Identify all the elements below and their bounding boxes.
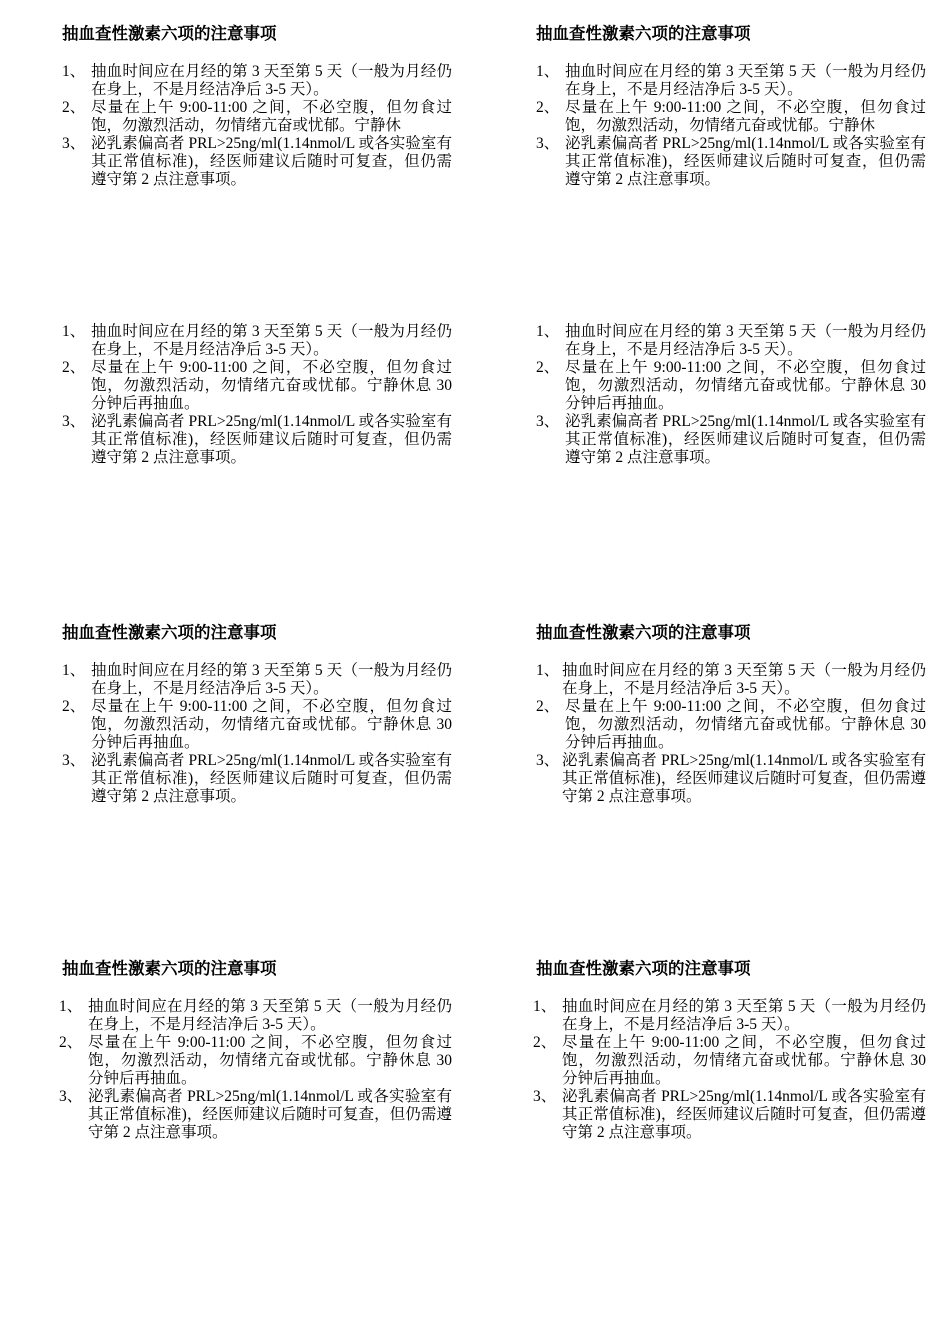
item-number: 3、 [59,1088,83,1105]
notice-list [536,63,926,189]
notice-list [62,63,452,189]
card-title: 抽血查性激素六项的注意事项 [536,623,751,642]
list-item [62,99,452,135]
list-item [59,1088,452,1142]
card-title: 抽血查性激素六项的注意事项 [536,24,751,43]
list-item [536,63,926,99]
item-number: 3、 [533,1088,557,1105]
item-text: 抽血时间应在月经的第 3 天至第 5 天（一般为月经仍在身上，不是月经洁净后 3-5 天）。 [91,63,452,98]
card-title: 抽血查性激素六项的注意事项 [536,959,751,978]
list-item [536,413,926,467]
item-number: 1、 [536,323,560,340]
notice-list [536,662,926,806]
notice-card-3 [62,323,452,482]
item-text: 抽血时间应在月经的第 3 天至第 5 天（一般为月经仍在身上，不是月经洁净后 3-5 天）。 [565,63,926,98]
item-text: 尽量在上午 9:00-11:00 之间，不必空腹，但勿食过饱，勿激烈活动，勿情绪亢奋或忧郁。宁静休 [565,99,926,134]
item-number: 3、 [62,135,86,152]
item-number: 1、 [59,998,83,1015]
item-number: 1、 [62,662,86,679]
item-number: 3、 [536,752,560,769]
item-number: 1、 [533,998,557,1015]
list-item [62,698,452,752]
list-item [62,662,452,698]
notice-list [536,323,926,467]
list-item [59,998,452,1034]
item-text: 尽量在上午 9:00-11:00 之间，不必空腹，但勿食过饱，勿激烈活动，勿情绪亢奋或忧郁。宁静休息 30 分钟后再抽血。 [91,698,452,751]
list-item [62,135,452,189]
item-text: 泌乳素偏高者 PRL>25ng/ml(1.14nmol/L 或各实验室有其正常值标准)，经医师建议后随时可复查，但仍需遵守第 2 点注意事项。 [565,135,926,188]
list-item [536,135,926,189]
item-number: 1、 [536,662,560,679]
item-text: 抽血时间应在月经的第 3 天至第 5 天（一般为月经仍在身上，不是月经洁净后 3-5 天）。 [562,662,926,697]
notice-list [62,662,452,806]
list-item [536,99,926,135]
item-text: 尽量在上午 9:00-11:00 之间，不必空腹，但勿食过饱，勿激烈活动，勿情绪亢奋或忧郁。宁静休息 30 分钟后再抽血。 [88,1034,452,1087]
notice-card-6 [536,622,926,806]
item-text: 泌乳素偏高者 PRL>25ng/ml(1.14nmol/L 或各实验室有其正常值标准)，经医师建议后随时可复查，但仍需遵守第 2 点注意事项。 [562,1088,926,1141]
list-item [536,359,926,413]
list-item [62,413,452,467]
item-text: 抽血时间应在月经的第 3 天至第 5 天（一般为月经仍在身上，不是月经洁净后 3-5 天）。 [91,323,452,358]
list-item [536,752,926,806]
notice-card-4 [536,323,926,482]
item-number: 1、 [536,63,560,80]
item-text: 抽血时间应在月经的第 3 天至第 5 天（一般为月经仍在身上，不是月经洁净后 3-5 天）。 [91,662,452,697]
list-item [62,359,452,413]
item-number: 2、 [62,698,86,715]
item-number: 3、 [62,752,86,769]
notice-list [62,323,452,467]
notice-card-1 [62,23,452,189]
item-text: 抽血时间应在月经的第 3 天至第 5 天（一般为月经仍在身上，不是月经洁净后 3-5 天）。 [88,998,452,1033]
item-number: 2、 [62,99,86,116]
item-text: 尽量在上午 9:00-11:00 之间，不必空腹，但勿食过饱，勿激烈活动，勿情绪亢奋或忧郁。宁静休息 30 分钟后再抽血。 [562,1034,926,1087]
notice-list [59,998,452,1142]
item-number: 1、 [62,323,86,340]
list-item [536,323,926,359]
list-item [536,698,926,752]
item-number: 1、 [62,63,86,80]
item-number: 2、 [62,359,86,376]
item-text: 尽量在上午 9:00-11:00 之间，不必空腹，但勿食过饱，勿激烈活动，勿情绪亢奋或忧郁。宁静休息 30 分钟后再抽血。 [91,359,452,412]
list-item [62,323,452,359]
notice-card-7 [59,958,452,1142]
item-text: 抽血时间应在月经的第 3 天至第 5 天（一般为月经仍在身上，不是月经洁净后 3-5 天）。 [565,323,926,358]
item-text: 抽血时间应在月经的第 3 天至第 5 天（一般为月经仍在身上，不是月经洁净后 3-5 天）。 [562,998,926,1033]
list-item [536,662,926,698]
notice-card-2 [536,23,926,189]
item-number: 2、 [533,1034,557,1051]
item-text: 泌乳素偏高者 PRL>25ng/ml(1.14nmol/L 或各实验室有其正常值标准)，经医师建议后随时可复查，但仍需遵守第 2 点注意事项。 [91,135,452,188]
item-text: 尽量在上午 9:00-11:00 之间，不必空腹，但勿食过饱，勿激烈活动，勿情绪亢奋或忧郁。宁静休息 30 分钟后再抽血。 [565,359,926,412]
notice-card-5 [62,622,452,806]
notice-list [533,998,926,1142]
list-item [62,752,452,806]
card-title: 抽血查性激素六项的注意事项 [62,959,277,978]
item-text: 泌乳素偏高者 PRL>25ng/ml(1.14nmol/L 或各实验室有其正常值标准)，经医师建议后随时可复查，但仍需遵守第 2 点注意事项。 [88,1088,452,1141]
list-item [533,1088,926,1142]
list-item [533,1034,926,1088]
item-number: 3、 [536,135,560,152]
item-text: 泌乳素偏高者 PRL>25ng/ml(1.14nmol/L 或各实验室有其正常值标准)，经医师建议后随时可复查，但仍需遵守第 2 点注意事项。 [562,752,926,805]
item-text: 泌乳素偏高者 PRL>25ng/ml(1.14nmol/L 或各实验室有其正常值标准)，经医师建议后随时可复查，但仍需遵守第 2 点注意事项。 [91,752,452,805]
card-title: 抽血查性激素六项的注意事项 [62,24,277,43]
notice-card-8 [533,958,926,1142]
list-item [533,998,926,1034]
item-number: 2、 [536,359,560,376]
item-text: 泌乳素偏高者 PRL>25ng/ml(1.14nmol/L 或各实验室有其正常值标准)，经医师建议后随时可复查，但仍需遵守第 2 点注意事项。 [91,413,452,466]
item-number: 2、 [59,1034,83,1051]
item-number: 2、 [536,99,560,116]
list-item [59,1034,452,1088]
item-number: 3、 [536,413,560,430]
item-text: 泌乳素偏高者 PRL>25ng/ml(1.14nmol/L 或各实验室有其正常值标准)，经医师建议后随时可复查，但仍需遵守第 2 点注意事项。 [565,413,926,466]
item-number: 3、 [62,413,86,430]
item-text: 尽量在上午 9:00-11:00 之间，不必空腹，但勿食过饱，勿激烈活动，勿情绪亢奋或忧郁。宁静休 [91,99,452,134]
list-item [62,63,452,99]
item-number: 2、 [536,698,560,715]
card-title: 抽血查性激素六项的注意事项 [62,623,277,642]
item-text: 尽量在上午 9:00-11:00 之间，不必空腹，但勿食过饱，勿激烈活动，勿情绪亢奋或忧郁。宁静休息 30 分钟后再抽血。 [565,698,926,751]
